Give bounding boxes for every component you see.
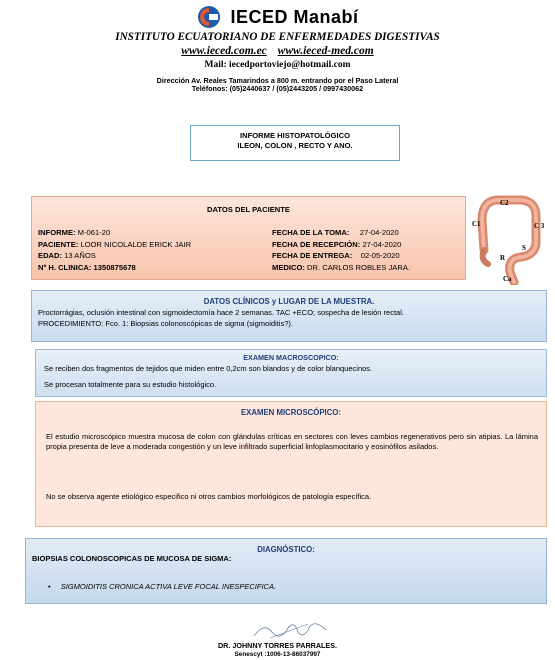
colon-label-c2: C2	[500, 199, 509, 207]
report-title-box	[190, 125, 400, 161]
diagnosis-box	[25, 538, 547, 604]
header-logo-row	[0, 4, 555, 30]
phones-line: Teléfonos: (05)2440637 / (05)2443205 / 0997430062	[191, 84, 364, 94]
clinical-data-box	[31, 290, 547, 342]
signature-senescyt: Senescyt :1006-13-86037997	[234, 651, 321, 658]
clinical-line1: Proctorrágias, oclusión intestinal con sigmoidectomía hace 2 semanas. TAC +ECO; sospecha de lesión rectal.	[38, 308, 404, 317]
macro-line1: Se reciben dos fragmentos de tejidos que miden entre 0,2cm son blandos y de color blanquecinos.	[44, 364, 373, 373]
edad-row	[38, 250, 191, 262]
diagnosis-title: DIAGNÓSTICO:	[257, 545, 315, 554]
diagnosis-item-text: SIGMOIDITIS CRONICA ACTIVA LEVE FOCAL INESPECIFICA.	[60, 582, 277, 591]
microscopic-exam-box	[35, 401, 547, 527]
colon-label-c3: C 3	[534, 222, 545, 230]
colon-illustration-icon	[470, 190, 550, 285]
recepcion-row	[272, 239, 410, 251]
macro-line2: Se procesan totalmente para su estudio histológico.	[44, 380, 217, 389]
hclinica-value: 1350875678	[93, 262, 136, 272]
recepcion-label: FECHA DE RECEPCIÓN:	[272, 239, 361, 249]
entrega-label: FECHA DE ENTREGA:	[272, 251, 353, 261]
hclinica-label: Nº H. CLINICA:	[38, 262, 92, 272]
micro-para1: El estudio microscópico muestra mucosa de colon con glándulas críticas en sectores con leves cambios regenerativos pero sin atipias. La lámina propia presenta de leve a moderada congestión y un leve infiltrado superficial linfoplasmocitario y eosinófilos asilados.	[46, 432, 538, 452]
paciente-value: LOOR NICOLALDE ERICK JAIR	[80, 239, 192, 249]
medico-label: MEDICO:	[272, 262, 305, 272]
patient-left-column	[38, 227, 191, 273]
signature-scribble-icon	[250, 618, 330, 642]
macroscopic-exam-box	[35, 349, 547, 397]
colon-label-r: R	[500, 254, 506, 262]
diagnosis-item	[48, 582, 528, 592]
mail-line: Mail: iecedportoviejo@hotmail.com	[204, 60, 351, 70]
address-line: Dirección Av. Reales Tamarindos a 800 m. entrando por el Paso Lateral	[156, 76, 399, 85]
clinical-line2: PROCEDIMIENTO: Fco. 1: Biopsias colonoscópicas de sigma (sigmoiditis?).	[38, 319, 293, 328]
edad-label: EDAD:	[38, 251, 63, 261]
colon-label-c1: C1	[472, 220, 481, 228]
entrega-row	[272, 250, 410, 262]
informe-label: INFORME:	[38, 228, 76, 237]
hclinica-row	[38, 262, 191, 274]
website-link-2[interactable]: www.ieced-med.com	[277, 45, 374, 57]
website-link-1[interactable]: www.ieced.com.ec	[181, 45, 267, 57]
paciente-row	[38, 239, 191, 251]
informe-value: M-061-20	[77, 228, 111, 237]
micro-para2: No se observa agente etiológico especifico ni otros cambios morfológicos de patología específica.	[46, 492, 372, 501]
toma-row	[272, 227, 410, 239]
colon-label-ca: Ca	[503, 275, 512, 283]
report-title-line1: INFORME HISTOPATOLÓGICO	[240, 131, 350, 140]
clinical-title: DATOS CLÍNICOS y LUGAR DE LA MUESTRA.	[203, 297, 375, 306]
toma-value: 27-04-2020	[359, 228, 399, 237]
websites	[0, 45, 555, 57]
toma-label: FECHA DE LA TOMA:	[272, 228, 350, 237]
institute-name: INSTITUTO ECUATORIANO DE ENFERMEDADES DIGESTIVAS	[115, 31, 440, 43]
diagnosis-subtitle: BIOPSIAS COLONOSCOPICAS DE MUCOSA DE SIGMA:	[32, 554, 232, 563]
informe-row	[38, 227, 191, 239]
patient-right-column	[272, 227, 410, 273]
brand-name: IECED Manabí	[230, 6, 359, 27]
edad-value: 13 AÑOS	[64, 251, 96, 261]
medico-value: DR. CARLOS ROBLES JARA.	[307, 262, 410, 272]
colon-diagram	[470, 190, 550, 285]
signature-name: DR. JOHNNY TORRES PARRALES.	[217, 641, 337, 650]
colon-label-s: S	[522, 244, 526, 252]
paciente-label: PACIENTE:	[38, 239, 79, 249]
micro-title: EXAMEN MICROSCÓPICO:	[240, 408, 342, 417]
entrega-value: 02-05-2020	[360, 251, 400, 261]
medico-row	[272, 262, 410, 274]
address-block	[0, 77, 555, 94]
bullet-icon: •	[48, 582, 51, 591]
ieced-logo-icon	[196, 5, 222, 29]
patient-data-box	[31, 196, 466, 280]
report-title-line2: ILEON, COLON , RECTO Y ANO.	[237, 141, 353, 150]
recepcion-value: 27-04-2020	[362, 239, 402, 249]
macro-title: EXAMEN MACROSCOPICO:	[243, 353, 339, 362]
patient-section-title: DATOS DEL PACIENTE	[207, 205, 290, 214]
